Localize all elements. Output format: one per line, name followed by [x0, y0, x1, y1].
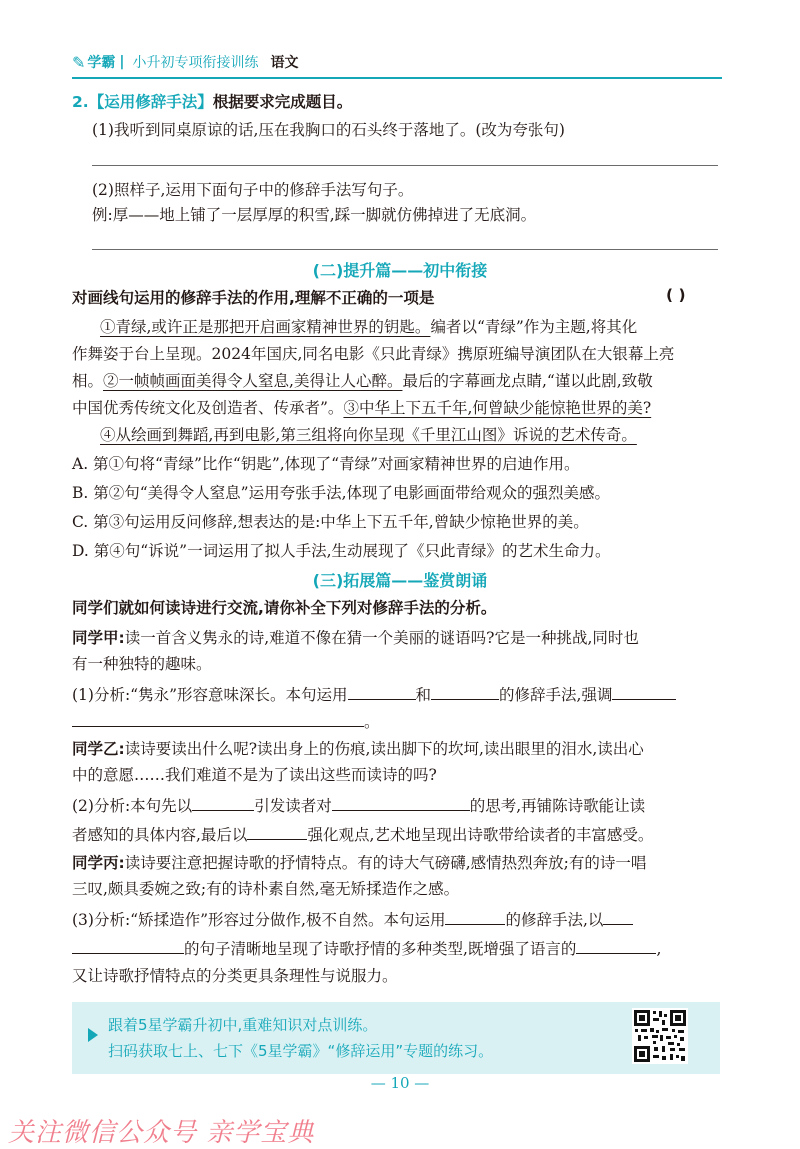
promo-line-2: 扫码获取七上、七下《5星学霸》“修辞运用”专题的练习。 — [108, 1042, 494, 1060]
analysis-3-line-3: 又让诗歌抒情特点的分类更具条理性与说服力。 — [72, 967, 398, 985]
passage-line-4 — [72, 396, 651, 420]
blank-2a[interactable] — [192, 792, 254, 811]
underlined-sentence-3: ③中华上下五千年,何曾缺少能惊艳世界的美? — [343, 399, 652, 417]
q2-answer-line-2[interactable] — [92, 249, 718, 250]
student-jia-label: 同学甲: — [72, 629, 125, 647]
play-arrow-icon — [88, 1028, 98, 1042]
student-yi-label: 同学乙: — [72, 740, 125, 758]
analysis-text: 强化观点,艺术地呈现出诗歌带给读者的丰富感受。 — [307, 826, 654, 844]
analysis-text: (2)分析:本句先以 — [72, 797, 193, 815]
analysis-text: (1)分析:“隽永”形容意味深长。本句运用 — [72, 686, 348, 704]
q2-item2: (2)照样子,运用下面句子中的修辞手法写句子。 — [92, 181, 414, 199]
analysis-2-line-1 — [72, 792, 645, 818]
analysis-text: (3)分析:“矫揉造作”形容过分做作,极不自然。本句运用 — [72, 911, 446, 929]
blank-3a[interactable] — [445, 906, 505, 925]
page-header — [72, 52, 722, 78]
analysis-1-line-1 — [72, 681, 676, 707]
brand-logo-icon: ✎ — [72, 52, 86, 72]
section2-title: (二)提升篇——初中衔接 — [312, 261, 488, 280]
analysis-text: 和 — [415, 686, 432, 704]
series-name: 小升初专项衔接训练 — [132, 55, 259, 71]
subject-name: 语文 — [270, 55, 299, 71]
passage-text: 相。 — [72, 372, 104, 390]
underlined-sentence-4: ④从绘画到舞蹈,再到电影,第三组将向你呈现《千里江山图》诉说的艺术传奇。 — [100, 426, 637, 444]
student-yi-line-1 — [72, 737, 644, 761]
q2-item1: (1)我听到同桌原谅的话,压在我胸口的石头终于落地了。(改为夸张句) — [92, 121, 565, 139]
analysis-text: 的修辞手法,强调 — [499, 686, 613, 704]
q2-answer-line-1[interactable] — [92, 165, 718, 166]
promo-line-1: 跟着5星学霸升初中,重难知识对点训练。 — [108, 1016, 378, 1034]
passage-line-1 — [100, 315, 637, 339]
option-a[interactable]: A. 第①句将“青绿”比作“钥匙”,体现了“青绿”对画家精神世界的启迪作用。 — [72, 455, 580, 473]
passage-line-5 — [100, 423, 637, 447]
student-jia-line-2: 有一种独特的趣味。 — [72, 655, 212, 673]
analysis-text: 者感知的具体内容,最后以 — [72, 826, 248, 844]
analysis-2-line-2 — [72, 821, 653, 847]
q2-title: 根据要求完成题目。 — [212, 93, 353, 111]
analysis-text: 引发读者对 — [254, 797, 332, 815]
student-jia-text: 读一首含义隽永的诗,难道不像在猜一个美丽的谜语吗?它是一种挑战,同时也 — [124, 629, 639, 647]
blank-1d[interactable] — [72, 708, 364, 727]
passage-line-3 — [72, 369, 653, 393]
passage-text: 中国优秀传统文化及创造者、传承者”。 — [72, 399, 344, 417]
blank-3c[interactable] — [72, 935, 184, 954]
option-b[interactable]: B. 第②句“美得令人窒息”运用夸张手法,体现了电影画面带给观众的强烈美感。 — [72, 484, 611, 502]
watermark: 关注微信公众号 亲学宝典 — [8, 1118, 315, 1148]
option-c[interactable]: C. 第③句运用反问修辞,想表达的是:中华上下五千年,曾缺少惊艳世界的美。 — [72, 513, 589, 531]
analysis-text: , — [656, 940, 662, 958]
analysis-3-line-1 — [72, 906, 633, 932]
q2-tag: 【运用修辞手法】 — [88, 92, 213, 111]
analysis-3-line-2 — [72, 935, 661, 961]
student-yi-line-2: 中的意愿……我们难道不是为了读出这些而读诗的吗? — [72, 766, 437, 784]
passage-text: 最后的字幕画龙点睛,“谨以此剧,致敬 — [402, 372, 653, 390]
student-bing-line-1 — [72, 851, 646, 875]
brand-name: 学霸 — [87, 55, 116, 71]
option-d[interactable]: D. 第④句“诉说”一词运用了拟人手法,生动展现了《只此青绿》的艺术生命力。 — [72, 542, 611, 560]
blank-2b[interactable] — [332, 792, 470, 811]
blank-1a[interactable] — [348, 681, 416, 700]
analysis-text: 。 — [364, 713, 380, 731]
q2-heading — [72, 90, 352, 114]
blank-2c[interactable] — [247, 821, 307, 840]
brand — [72, 52, 299, 72]
blank-3b[interactable] — [603, 906, 633, 925]
section3-intro: 同学们就如何读诗进行交流,请你补全下列对修辞手法的分析。 — [72, 599, 497, 617]
analysis-1-line-2 — [72, 708, 380, 734]
analysis-text: 的修辞手法,以 — [505, 911, 604, 929]
underlined-sentence-1: ①青绿,或许正是那把开启画家精神世界的钥匙。 — [100, 318, 431, 336]
blank-1c[interactable] — [612, 681, 676, 700]
underlined-sentence-2: ②一帧帧画面美得令人窒息,美得让人心醉。 — [103, 372, 403, 390]
section3-title: (三)拓展篇——鉴赏朗诵 — [312, 571, 488, 590]
student-jia-line-1 — [72, 626, 639, 650]
student-bing-label: 同学丙: — [72, 854, 125, 872]
analysis-text: 的句子清晰地呈现了诗歌抒情的多种类型,既增强了语言的 — [184, 940, 577, 958]
blank-3d[interactable] — [576, 935, 656, 954]
header-divider — [72, 77, 722, 79]
student-yi-text: 读诗要读出什么呢?读出身上的伤痕,读出脚下的坎坷,读出眼里的泪水,读出心 — [124, 740, 644, 758]
brand-separator: | — [119, 54, 125, 70]
analysis-text: 的思考,再铺陈诗歌能让读 — [469, 797, 646, 815]
passage-text: 编者以“青绿”作为主题,将其化 — [430, 318, 638, 336]
promo-box — [72, 1002, 720, 1074]
qr-code-icon[interactable] — [632, 1008, 688, 1064]
blank-1b[interactable] — [431, 681, 499, 700]
page-number: — 10 — — [370, 1074, 430, 1092]
answer-paren[interactable]: ( ) — [666, 286, 686, 304]
student-bing-text: 读诗要注意把握诗歌的抒情特点。有的诗大气磅礴,感情热烈奔放;有的诗一唱 — [124, 854, 647, 872]
passage-line-2: 作舞姿于台上呈现。2024年国庆,同名电影《只此青绿》携原班编导演团队在大银幕上亮 — [72, 345, 675, 363]
q2-example: 例:厚——地上铺了一层厚厚的积雪,踩一脚就仿佛掉进了无底洞。 — [92, 206, 537, 224]
section2-question: 对画线句运用的修辞手法的作用,理解不正确的一项是 — [72, 289, 435, 307]
student-bing-line-2: 三叹,颇具委婉之致;有的诗朴素自然,毫无矫揉造作之感。 — [72, 880, 460, 898]
q2-number: 2. — [72, 93, 89, 111]
